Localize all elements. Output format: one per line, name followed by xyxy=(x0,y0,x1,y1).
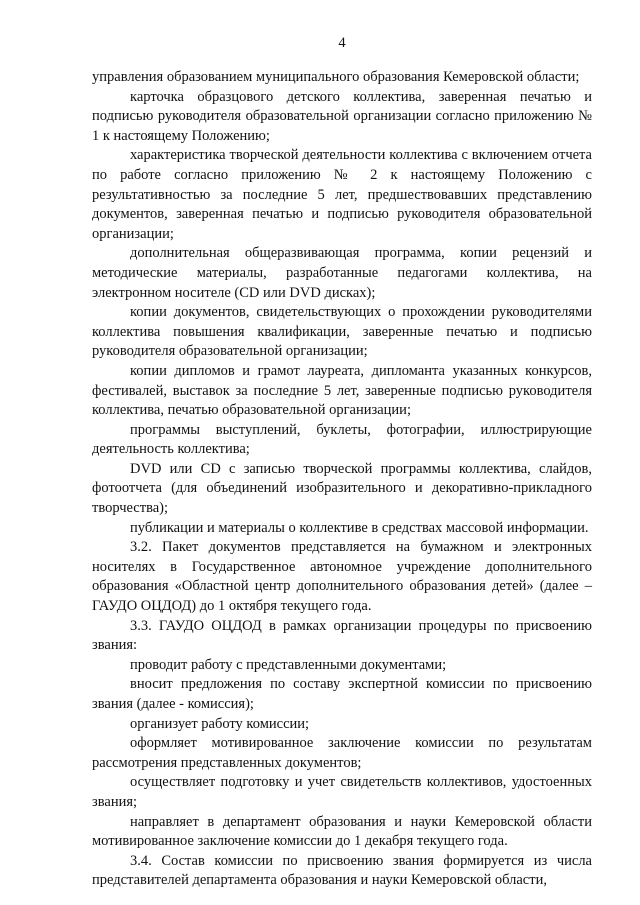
paragraph: дополнительная общеразвивающая программа, копии рецензий и методические материалы, разработанные педагогами коллектива, на электронном носителе (CD или DVD дисках); xyxy=(92,245,592,301)
paragraph: DVD или CD с записью творческой программы коллектива, слайдов, фотоотчета (для объединений изобразительного и декоративно-прикладного творчества); xyxy=(92,460,592,517)
paragraph: осуществляет подготовку и учет свидетельств коллективов, удостоенных звания; xyxy=(92,774,592,810)
paragraph: оформляет мотивированное заключение комиссии по результатам рассмотрения представленных документов; xyxy=(92,735,592,771)
paragraph: управления образованием муниципального образования Кемеровской области; xyxy=(92,69,580,85)
paragraph: вносит предложения по составу экспертной комиссии по присвоению звания (далее - комиссия); xyxy=(92,676,592,712)
paragraph: характеристика творческой деятельности коллектива с включением отчета по работе согласно приложению № 2 к настоящему Положению с результативностью за последние 5 лет, предшествовавших представлению документов, заверенная печатью и подписью руководителя образовательной организации; xyxy=(92,147,592,242)
page-number: 4 xyxy=(338,35,346,51)
paragraph: 3.3. ГАУДО ОЦДОД в рамках организации процедуры по присвоению звания: xyxy=(92,617,592,654)
paragraph: проводит работу с представленными документами; xyxy=(130,656,447,673)
paragraph: программы выступлений, буклеты, фотографии, иллюстрирующие деятельность коллектива; xyxy=(92,421,592,458)
paragraph: 3.4. Состав комиссии по присвоению звания формируется из числа представителей департамента образования и науки Кемеровской области, xyxy=(92,852,592,889)
document-body xyxy=(92,68,592,891)
paragraph: направляет в департамент образования и науки Кемеровской области мотивированное заключение комиссии до 1 декабря текущего года. xyxy=(92,813,592,850)
paragraph: карточка образцового детского коллектива, заверенная печатью и подписью руководителя образовательной организации согласно приложению № 1 к настоящему Положению; xyxy=(92,88,592,144)
paragraph: 3.2. Пакет документов представляется на бумажном и электронных носителях в Государственное автономное учреждение дополнительного образования «Областной центр дополнительного образования детей» (далее – ГАУДО ОЦДОД) до 1 октября текущего года. xyxy=(92,539,592,615)
paragraph: публикации и материалы о коллективе в средствах массовой информации. xyxy=(130,519,589,536)
paragraph: копии дипломов и грамот лауреата, дипломанта указанных конкурсов, фестивалей, выставок за последние 5 лет, заверенные подписью руководителя коллектива, печатью образовательной организации; xyxy=(92,362,592,419)
paragraph: копии документов, свидетельствующих о прохождении руководителями коллектива повышения квалификации, заверенные печатью и подписью руководителя образовательной организации; xyxy=(92,304,592,360)
paragraph: организует работу комиссии; xyxy=(130,715,310,732)
